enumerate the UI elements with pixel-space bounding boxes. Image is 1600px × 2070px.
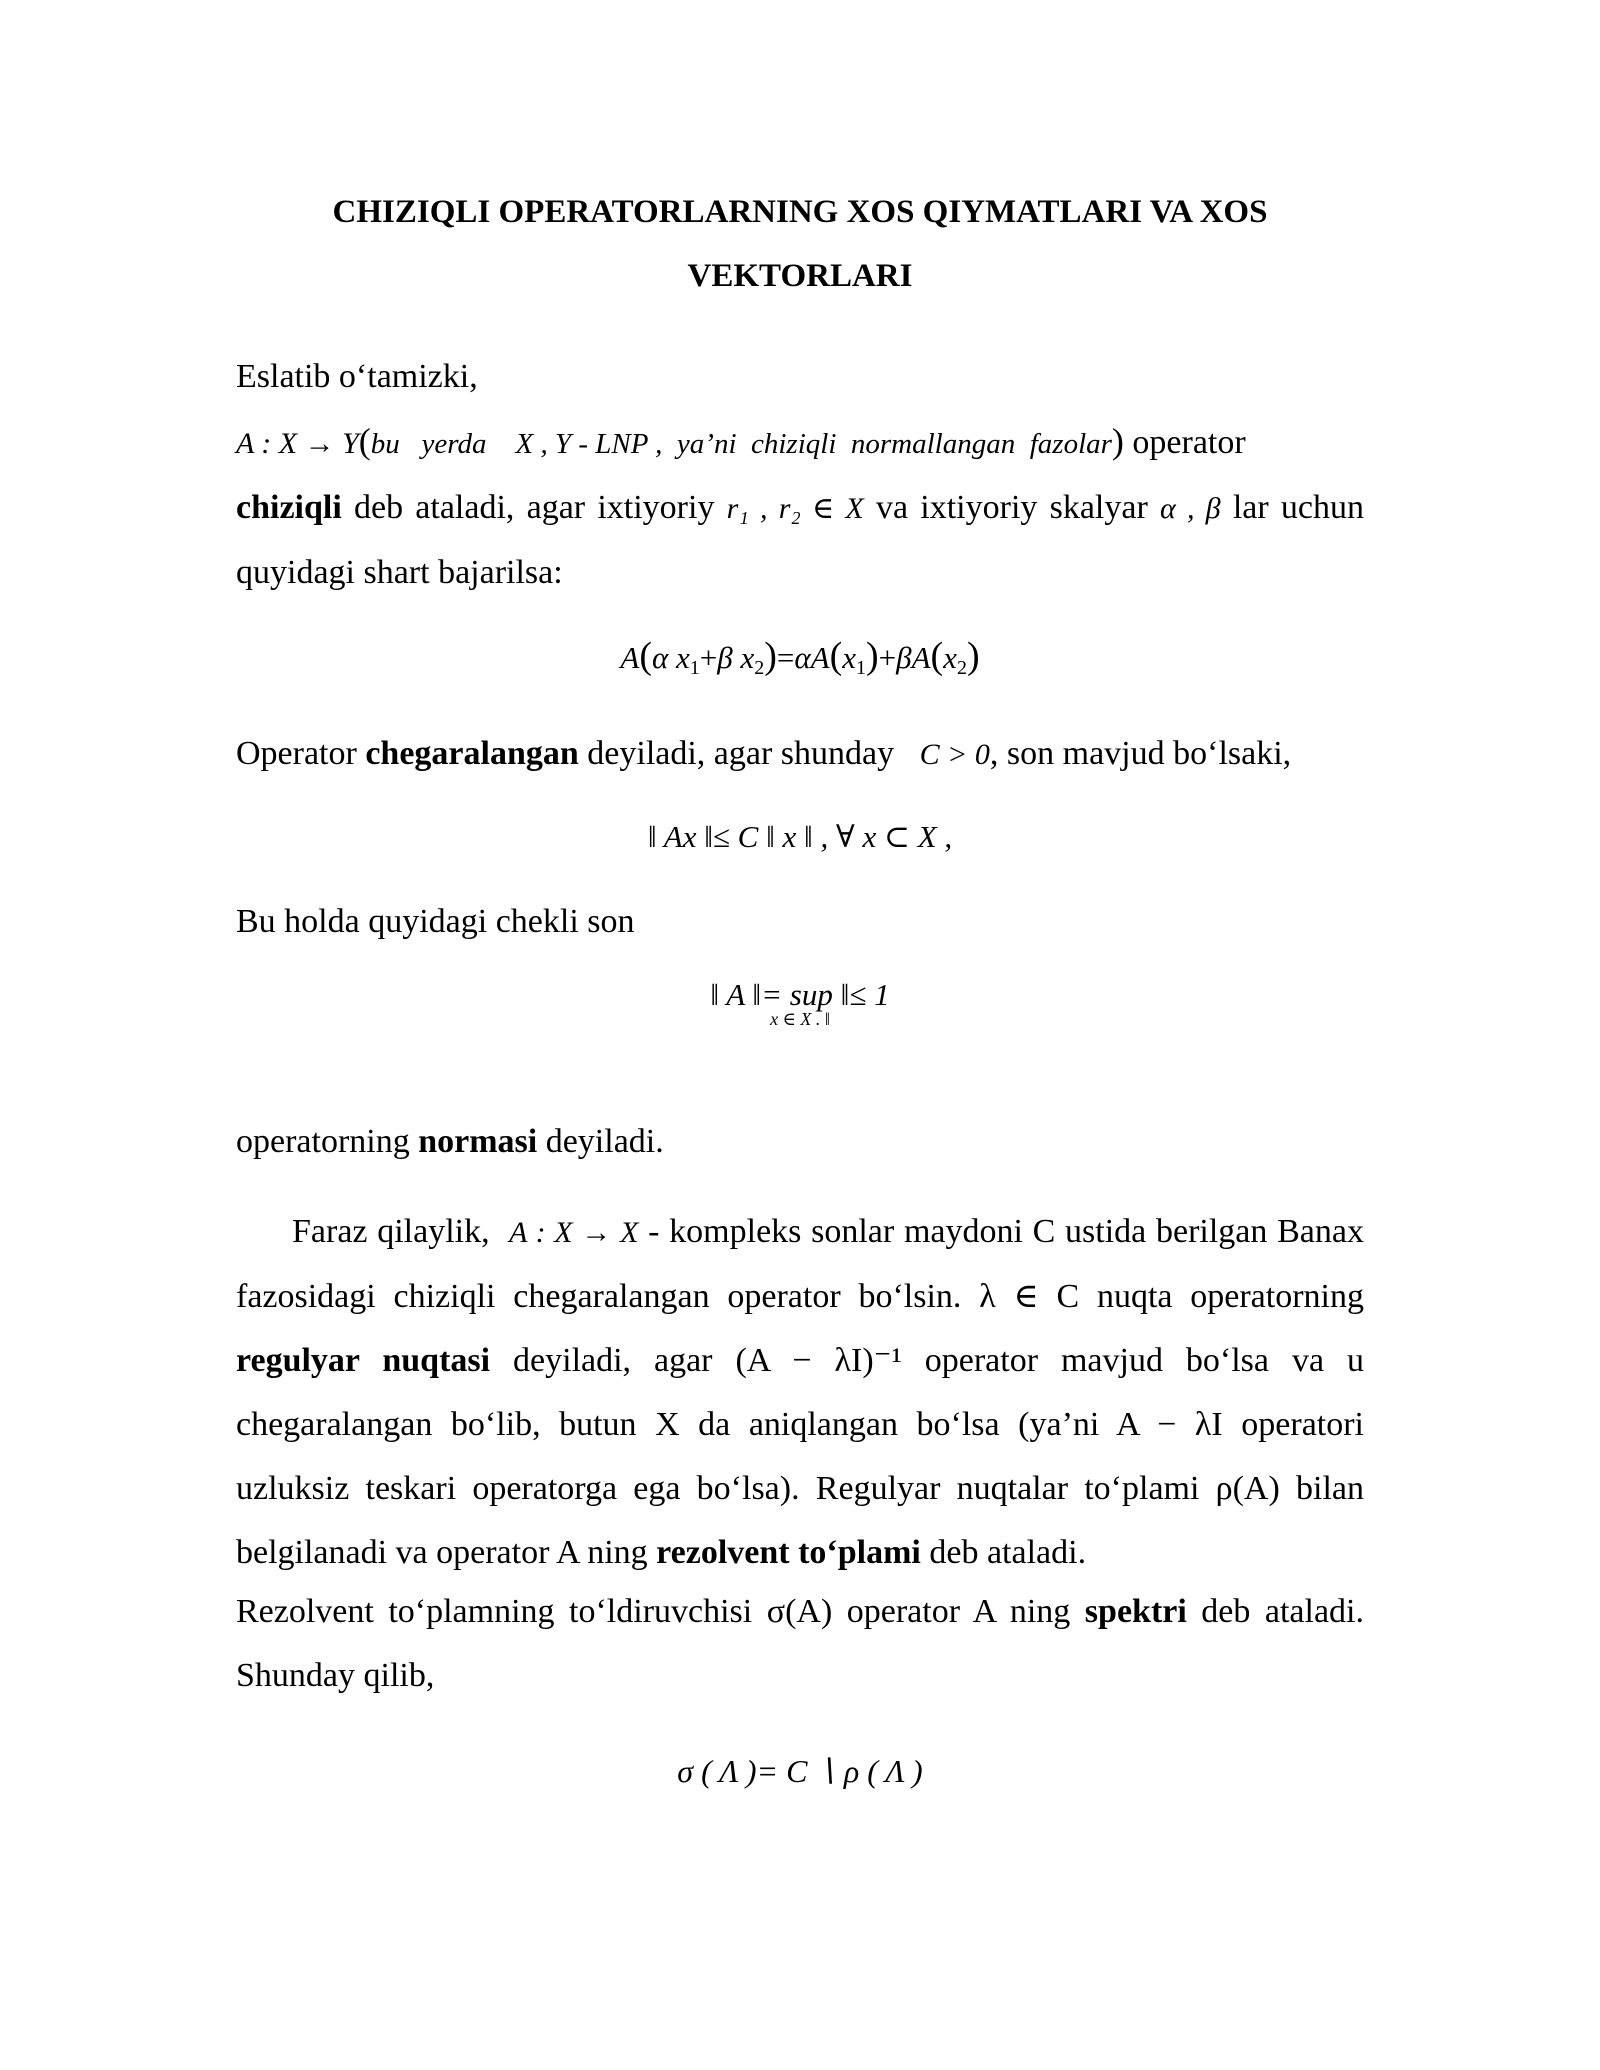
math-paren-open: ( — [358, 421, 371, 461]
term-spektri: spektri — [1084, 1593, 1187, 1630]
linearity-condition-text — [236, 476, 1364, 605]
text-segment: , son mavjud bo‘lsaki, — [989, 735, 1292, 772]
paragraph-regular-point — [236, 1200, 1364, 1585]
f1-paren: ( — [930, 635, 944, 677]
math-paren-content: bu yerda X , Y - LNP , ya’ni chiziqli normallangan fazolar — [370, 428, 1112, 460]
text-segment: va ixtiyoriy skalyar — [863, 489, 1160, 526]
norm-formula-main: ‖ A ‖= sup ‖≤ 1 — [710, 977, 890, 1012]
linearity-formula — [236, 626, 1364, 698]
text-segment: Faraz qilaylik, — [292, 1213, 510, 1250]
f1-x: x — [842, 640, 856, 675]
text-segment: Rezolvent to‘plamning to‘ldiruvchisi σ(A) operator A ning — [236, 1593, 1085, 1630]
math-c-positive: C > 0 — [919, 738, 990, 771]
f1-alpha-x: α x — [651, 640, 690, 675]
paragraph-bounded-operator — [236, 722, 1364, 787]
norm-formula — [236, 977, 1364, 1029]
text-segment: Operator — [236, 735, 366, 772]
term-chiziqli: chiziqli — [236, 489, 342, 526]
f1-x: x — [943, 640, 957, 675]
text-segment: deyiladi, agar (A − λI)⁻¹ operator mavjud bo‘lsa va u chegaralangan bo‘lib, butun X da aniqlangan bo‘lsa (ya’ni A − λI operatori uzluksiz teskari operatorga ega bo‘lsa). Regulyar nuqtalar to‘plami ρ(A) bilan belgilanadi va operator A ning — [236, 1342, 1364, 1571]
f1-paren: ) — [966, 635, 980, 677]
spectrum-formula: σ ( Λ )= C ∖ ρ ( Λ ) — [677, 1753, 923, 1789]
norm-formula-block — [710, 977, 890, 1029]
term-regulyar-nuqtasi: regulyar nuqtasi — [236, 1342, 491, 1379]
f1-paren: ) — [764, 635, 777, 677]
math-alpha-beta: α , β — [1160, 492, 1221, 525]
text-segment: deb ataladi, agar ixtiyoriy — [341, 489, 727, 526]
term-normasi: normasi — [418, 1123, 538, 1160]
f1-sub: 2 — [754, 657, 765, 679]
document-title-line-1: CHIZIQLI OPERATORLARNING XOS QIYMATLARI VA XOS — [332, 194, 1268, 230]
text-segment: operatorning — [236, 1123, 419, 1160]
norm-formula-subscript: x ∈ X . ‖ — [770, 1009, 830, 1029]
paragraph-norm-definition — [236, 1110, 1364, 1174]
text-segment: deb ataladi. Shunday qilib, — [236, 1593, 1364, 1694]
f1-a: A — [620, 640, 640, 675]
math-r1-r2: r₁ , r₂ ∈ X — [726, 492, 864, 525]
term-chegaralangan: chegaralangan — [365, 735, 579, 772]
math-operator-map: A : X → Y — [236, 427, 359, 460]
text-segment: deyiladi, agar shunday — [578, 735, 920, 772]
title-block — [236, 180, 1364, 308]
f1-sub: 1 — [689, 657, 700, 679]
f1-beta-a: βA — [896, 640, 931, 675]
f1-plus: + — [878, 640, 897, 675]
math-operator-map-x: A : X → X — [509, 1216, 639, 1249]
f1-alpha-a: αA — [794, 640, 830, 675]
document-title-line-2: VEKTORLARI — [687, 258, 913, 294]
f1-eq: = — [776, 640, 795, 675]
paragraph-norm-intro: Bu holda quyidagi chekli son — [236, 903, 635, 940]
text-segment: deb ataladi. — [920, 1534, 1087, 1571]
f1-paren: ( — [829, 635, 843, 677]
text-segment: lar uchun quyidagi shart bajarilsa: — [236, 489, 1364, 591]
term-rezolvent-toplami: rezolvent to‘plami — [656, 1534, 921, 1571]
text-operator: operator — [1123, 424, 1246, 461]
math-paren-close: ) — [1111, 421, 1124, 461]
f1-sub: 2 — [956, 657, 967, 679]
f1-paren: ) — [865, 635, 879, 677]
operator-definition-line — [236, 409, 1364, 476]
f1-paren: ( — [639, 635, 652, 677]
text-segment: deyiladi. — [537, 1123, 664, 1160]
intro-line: Eslatib o‘tamizki, — [236, 358, 478, 395]
f1-sub: 1 — [855, 657, 866, 679]
f1-beta-x: β x — [717, 640, 755, 675]
paragraph-linear-operator — [236, 345, 1364, 605]
text-segment: - kompleks sonlar maydoni C ustida berilgan Banax fazosidagi chiziqli chegaralangan operator bo‘lsin. λ ∈ C nuqta operatorning — [236, 1213, 1364, 1315]
f1-plus: + — [699, 640, 718, 675]
paragraph-spectrum — [236, 1580, 1364, 1708]
bounded-formula: ‖ Ax ‖≤ C ‖ x ‖ , ∀ x ⊂ X , — [647, 819, 953, 854]
